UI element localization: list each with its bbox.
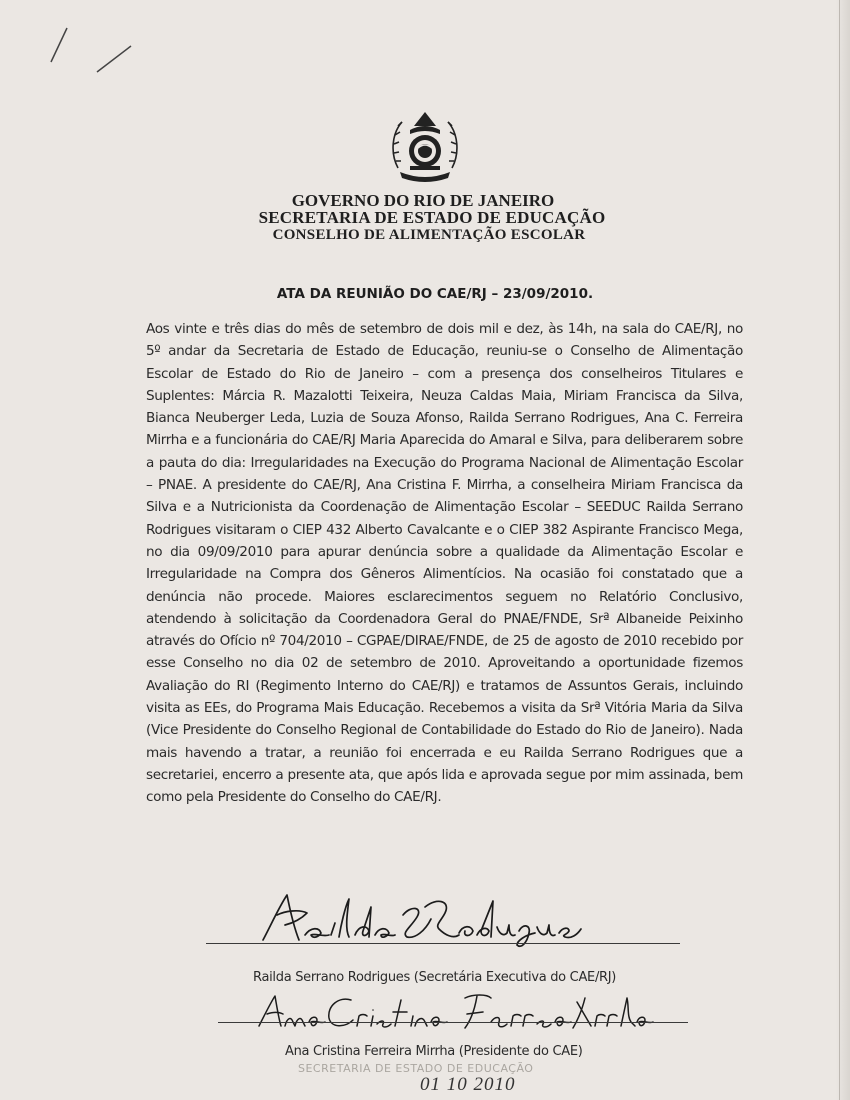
- signature-line: [206, 943, 680, 944]
- stamp-date: 01 10 2010: [420, 1074, 516, 1095]
- page-edge-line: [839, 0, 840, 1100]
- signature-caption-president: Ana Cristina Ferreira Mirrha (Presidente do CAE): [285, 1044, 583, 1059]
- received-stamp: SECRETARIA DE ESTADO DE EDUCAÇÃO: [298, 1062, 534, 1075]
- signature-railda: [255, 885, 595, 950]
- coat-of-arms-icon: [388, 108, 462, 184]
- pen-mark-icon: [45, 20, 145, 80]
- header-secretariat: SECRETARIA DE ESTADO DE EDUCAÇÃO: [258, 208, 606, 227]
- signature-caption-secretary: Railda Serrano Rodrigues (Secretária Executiva do CAE/RJ): [253, 970, 617, 985]
- signature-line: [218, 1022, 688, 1023]
- header-government: GOVERNO DO RIO DE JANEIRO: [291, 191, 555, 210]
- document-title: ATA DA REUNIÃO DO CAE/RJ – 23/09/2010.: [276, 286, 594, 302]
- signature-ana-cristina: [255, 992, 655, 1032]
- header-council: CONSELHO DE ALIMENTAÇÃO ESCOLAR: [272, 227, 586, 243]
- document-body: Aos vinte e três dias do mês de setembro de dois mil e dez, às 14h, na sala do CAE/RJ, no 5º andar da Secretaria de Estado de Educação, reuniu-se o Conselho de Alimentação Escolar de Estado do Rio de Janeiro – com a presença dos conselheiros Titulares e Suplentes: Márcia R. Mazalotti Teixeira, Neuza Caldas Maia, Miriam Francisca da Silva, Bianca Neuberger Leda, Luzia de Souza Afonso, Railda Serrano Rodrigues, Ana C. Ferreira Mirrha e a funcionária do CAE/RJ Maria Aparecida do Amaral e Silva, para deliberarem sobre a pauta do dia: Irregularidades na Execução do Programa Nacional de Alimentação Escolar – PNAE. A presidente do CAE/RJ, Ana Cristina F. Mirrha, a conselheira Miriam Francisca da Silva e a Nutricionista da Coordenação de Alimentação Escolar – SEEDUC Railda Serrano Rodrigues visitaram o CIEP 432 Alberto Cavalcante e o CIEP 382 Aspirante Francisco Mega, no dia 09/09/2010 para apurar denúncia sobre a qualidade da Alimentação Escolar e Irregularidade na Compra dos Gêneros Alimentícios. Na ocasião foi constatado que a denúncia não procede. Maiores esclarecimentos seguem no Relatório Conclusivo, atendendo à solicitação da Coordenadora Geral do PNAE/FNDE, Srª Albaneide Peixinho através do Ofício nº 704/2010 – CGPAE/DIRAE/FNDE, de 25 de agosto de 2010 recebido por esse Conselho no dia 02 de setembro de 2010. Aproveitando a oportunidade fizemos Avaliação do RI (Regimento Interno do CAE/RJ) e tratamos de Assuntos Gerais, incluindo visita as EEs, do Programa Mais Educação. Recebemos a visita da Srª Vitória Maria da Silva (Vice Presidente do Conselho Regional de Contabilidade do Estado do Rio de Janeiro). Nada mais havendo a tratar, a reunião foi encerrada e eu Railda Serrano Rodrigues que a secretariei, encerro a presente ata, que após lida e aprovada segue por mim assinada, bem como pela Presidente do Conselho do CAE/RJ.: [146, 321, 743, 806]
